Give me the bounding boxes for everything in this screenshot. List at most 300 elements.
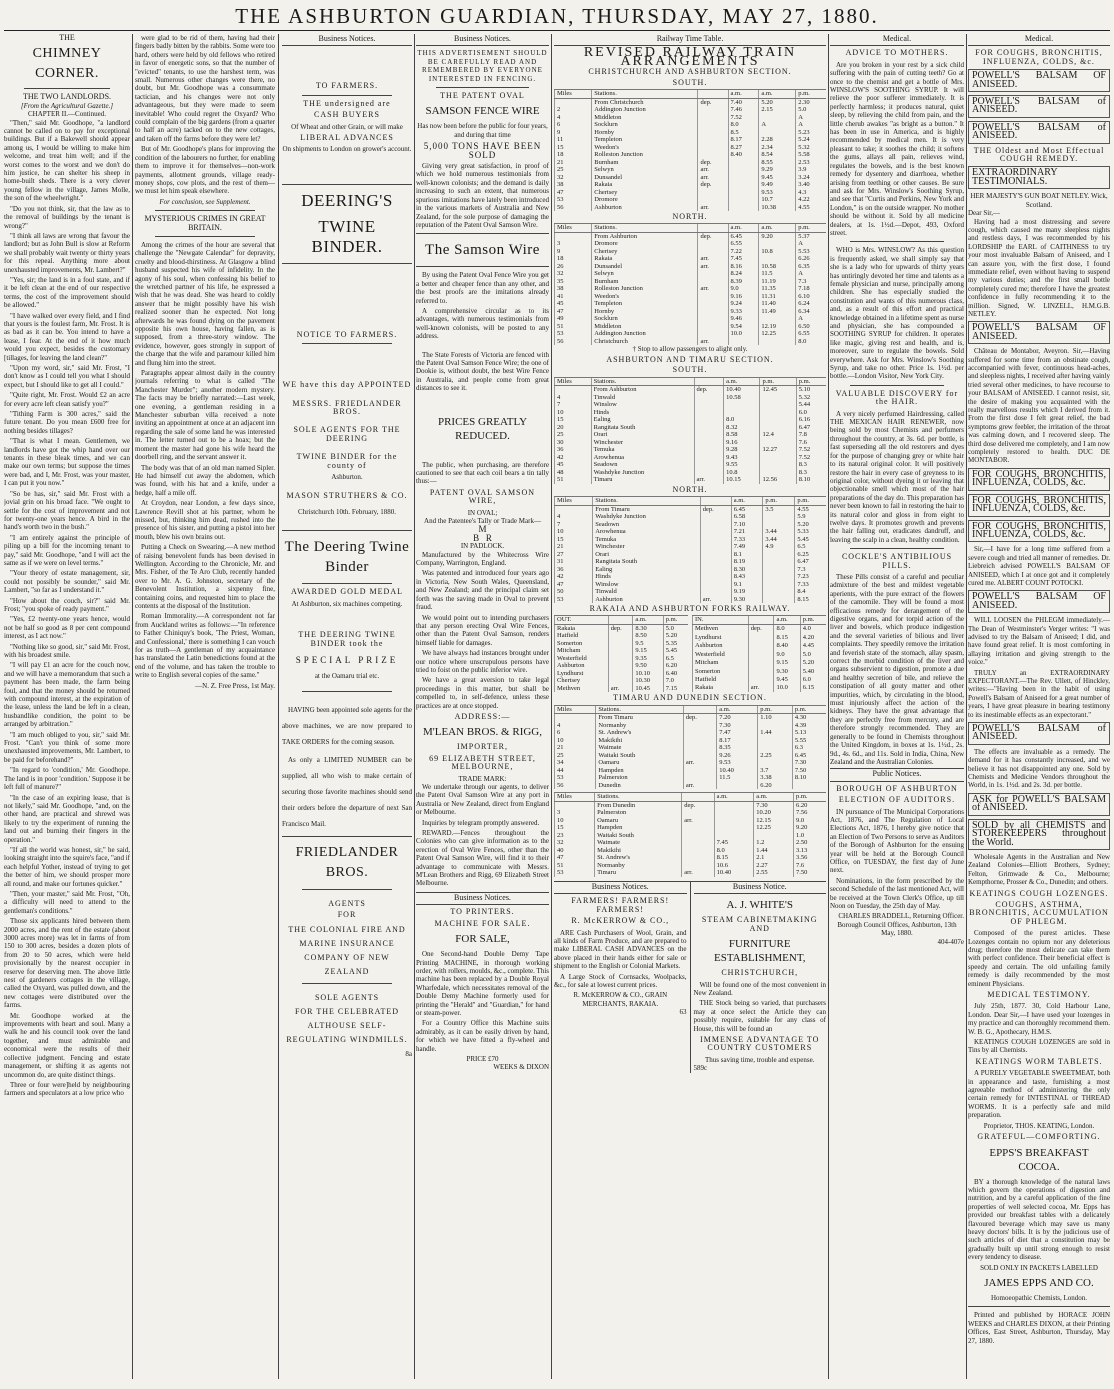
paragraph: Mr. Goodhope worked at the improvements with heart and soul. Many a walk he and his council took over the land together, and must admirable and economical were the results of their collective judgment. Fencing and estate management, or shifting it as agents not uncommon do, are quite distinct things. <box>4 1011 130 1079</box>
timetable-cell <box>748 633 774 641</box>
timetable-cell: 8.58 <box>724 431 760 439</box>
timetable-row <box>555 181 827 189</box>
timetable-cell <box>759 240 796 248</box>
worm-body: A PURELY VEGETABLE SWEETMEAT, both in appearance and taste, furnishing a most agreeable method of administering the only certain remedy for INTESTINAL or THREAD WORMS. It is a perfectly safe and mild preparation. <box>968 1069 1110 1120</box>
column-divider <box>828 34 829 1379</box>
timetable-row <box>555 624 689 632</box>
timetable-cell: 42 <box>555 454 592 462</box>
timetable-cell: Middleton <box>592 323 698 331</box>
point-out: We would point out to intending purchasers that any person erecting Oval Wire Fences, other than the Patent Oval Samson, renders himself liable for damages. <box>416 613 549 647</box>
timetable-cell: 6.24 <box>796 300 826 308</box>
timetable-cell: Middleton <box>592 114 698 122</box>
timetable-cell <box>759 338 796 346</box>
timetable-cell: 5.33 <box>795 528 826 536</box>
timetable-cell: arr. <box>698 255 728 263</box>
timetable-cell: 6.47 <box>796 424 826 432</box>
timetable-cell: 8.0 <box>728 121 759 129</box>
timetable-row <box>555 454 827 462</box>
timetable-cell: 9 <box>555 248 592 256</box>
timetable-cell: 10 <box>555 409 592 417</box>
ask-for-box: ASK for POWELL'S BALSAM of ANISEED. <box>968 793 1110 816</box>
timetable-cell: 7.40 <box>728 98 759 106</box>
timetable-cell: 8.0 <box>714 847 754 855</box>
paragraph: At Croydon, near London, a few days since, Lawrence Revill shot at his partner, whom he missed, but, thinking him dead, rushed into the presence of his sister, and putting a pistol into her mouth, blew his own brains out. <box>135 499 275 541</box>
timetable-cell: 15 <box>555 536 593 544</box>
timetable-row <box>693 676 827 684</box>
timetable-cell <box>698 278 728 286</box>
timetable-cell: 38 <box>555 285 592 293</box>
timetable-row <box>693 624 827 633</box>
winslow-body: WHO is Mrs. WINSLOW? As this question is frequently asked, we shall simply say that she is a lady who for upwards of thirty years has untiringly devoted her time and talents as a female physician and nurse, principally among children. She has especially studied the constitution and wants of this numerous class, and, as a result of this effort and practical knowledge obtained in a lifetime spent as nurse and physician, she has compounded a SOOTHING SYRUP for children. It operates like magic, giving rest and health, and is, moreover, sure to regulate the bowels. Sold everywhere. Ask for Mrs. Winslow's Soothing Syrup, and take no other. Price 1s. 1½d. per bottle.—London Visitor, New York City. <box>830 246 964 381</box>
timetable-cell: Hampden <box>596 767 683 775</box>
powell-box: POWELL'S BALSAM OF ANISEED. <box>968 321 1110 344</box>
timetable-cell: Temuka <box>593 536 700 544</box>
timetable-cell: 6.25 <box>795 551 826 559</box>
timetable-row <box>555 174 827 182</box>
to-printers: TO PRINTERS. <box>450 907 515 917</box>
paragraph: "In regard to 'condition,' Mr. Goodhope. The land is in poor 'condition.' Suppose it be left full of manure?" <box>4 766 130 792</box>
timetable-cell: 7.52 <box>728 114 759 122</box>
timetable-cell: 7.20 <box>717 714 758 722</box>
mason-struthers: MASON STRUTHERS & CO. <box>286 490 408 500</box>
timetable-cell <box>758 722 793 730</box>
timetable-cell: 47 <box>555 581 593 589</box>
timetable-cell: Templeton <box>592 300 698 308</box>
timetable-cell <box>792 782 826 790</box>
timetable-cell: 7.23 <box>795 573 826 581</box>
timetable-cell: Orari <box>593 551 700 559</box>
timetable-cell: dep. <box>683 714 716 722</box>
timetable-cell: 5.45 <box>795 536 826 544</box>
in-oval: IN OVAL; <box>467 508 498 517</box>
timetable-cell: arr. <box>682 869 714 877</box>
timetable-cell: 8.30 <box>731 566 763 574</box>
ad-number: 63 <box>679 1008 687 1017</box>
keating-body: Composed of the purest articles. These Lozenges contain no opium nor any deleterious drug; therefore the most delicate can take them with perfect confidence. Their beneficial effect is speedy and certain. The old unfailing family remedy is daily recommended by the most eminent Physicians. <box>968 929 1110 988</box>
timetable-row <box>555 263 827 271</box>
advert-warning: THIS ADVERTISEMENT SHOULD BE CAREFULLY READ AND REMEMBERED BY EVERYONE INTERESTED IN FENCING. <box>417 49 548 83</box>
timetable-cell: 38 <box>555 181 592 189</box>
timetable-cell: Oamaru <box>596 759 683 767</box>
timetable-cell: 9.30 <box>774 667 800 675</box>
timetable-cell: 32 <box>555 270 592 278</box>
by-using: By using the Patent Oval Fence Wire you get a better and cheaper fence than any other, and the best proofs are the imitations already referred to. <box>416 271 549 305</box>
timetable-cell: Waitaki South <box>596 752 683 760</box>
timetable-cell <box>763 573 795 581</box>
timetable-row <box>555 640 689 648</box>
notice-farmers: NOTICE TO FARMERS. <box>296 329 398 339</box>
keating-sub: COUGHS, ASTHMA, BRONCHITIS, ACCUMULATION OF PHLEGM. <box>969 899 1109 926</box>
timetable-row <box>555 752 827 760</box>
timetable-cell <box>608 670 633 678</box>
timetable-cell <box>698 300 728 308</box>
timetable-cell: 4.20 <box>800 633 826 641</box>
timetable-cell: Rolleston Junction <box>592 285 698 293</box>
timetable-cell: 2.15 <box>759 106 796 114</box>
story-body <box>4 119 130 1098</box>
timetable-row <box>555 308 827 316</box>
timetable-cell: Burnham <box>592 278 698 286</box>
timetable-cell: Dunsandel <box>592 263 698 271</box>
timetable-cell: From Timaru <box>596 714 683 722</box>
column-railway <box>554 34 826 1379</box>
timetable-rakaia-in: IN. a.m. p.m. Methven dep. 8.0 4.0 Lyndhurst 8.15 4.20 Ashburton 8.40 4.45 Westerfield 9.0 5.0 Mitcham 9.15 5.20 Somerton 9.30 5.40 Hatfield 9.45 6.0 Rakaia arr. 10.0 6.15 <box>692 615 826 692</box>
timetable-cell: 50 <box>555 588 593 596</box>
election-title: ELECTION OF AUDITORS. <box>838 795 956 805</box>
column-divider <box>551 34 552 1379</box>
timetable-row <box>555 330 827 338</box>
timetable-cell: 30 <box>555 439 592 447</box>
timetable-cell <box>758 759 793 767</box>
timetable-cell: 56 <box>555 782 596 790</box>
undertake: We undertake through our agents, to deliver the Patent Oval Samson Wire at any port in Australia or New Zealand, direct from England or Melbourne. <box>416 783 549 817</box>
trade-mark-2: TRADE MARK: <box>458 774 507 783</box>
timetable-cell <box>698 144 728 152</box>
timetable-cell: 4.3 <box>796 189 826 197</box>
mystery-title: MYSTERIOUS CRIMES IN GREAT BRITAIN. <box>144 214 266 232</box>
timetable-cell: 9.0 <box>728 285 759 293</box>
timetable-cell: dep. <box>748 624 774 633</box>
timetable-cell: dep. <box>698 181 728 189</box>
timetable-cell <box>555 98 592 106</box>
timetable-cell: 8.32 <box>724 424 760 432</box>
timetable-cell: 10.40 <box>714 869 754 877</box>
timetable-cell: 53 <box>555 330 592 338</box>
timetable-cell <box>555 386 592 394</box>
sold-packets: SOLD ONLY IN PACKETS LABELLED <box>980 1263 1098 1272</box>
timetable-row <box>555 536 827 544</box>
timetable-cell: A <box>796 315 826 323</box>
timetable-cell: 8.50 <box>633 632 663 640</box>
timetable-cell: Socklurn <box>592 121 698 129</box>
timetable-cell <box>700 551 731 559</box>
timetable-cell <box>698 270 728 278</box>
colonial-insurance: THE COLONIAL FIRE AND MARINE INSURANCE COMPANY OF NEW ZEALAND <box>288 924 406 976</box>
timetable-cell: dep. <box>682 801 714 809</box>
timetable-cell: 1.10 <box>758 714 793 722</box>
timetable-cell: 2.28 <box>759 136 796 144</box>
timetable-row <box>693 650 827 658</box>
paragraph: "Tithing Farm is 300 acres," said the future tenant. Do you mean £600 free for nothing besides tillages? <box>4 410 130 435</box>
timetable-cell: 7 <box>555 521 593 529</box>
timetable-cell <box>748 676 774 684</box>
timetable-cell: 11.49 <box>759 308 796 316</box>
timetable-cell: 5.0 <box>663 624 688 632</box>
timetable-cell: 11.5 <box>717 774 758 782</box>
timetable-cell: 5.44 <box>796 401 826 409</box>
timetable-cell <box>698 240 728 248</box>
timetable-cell: 36 <box>555 566 593 574</box>
patent-oval: THE PATENT OVAL <box>440 91 525 101</box>
timetable-cell: 51 <box>555 476 592 484</box>
timetable-cell: 3.44 <box>763 536 795 544</box>
timetable-cell: 9.28 <box>724 446 760 454</box>
timetable-cell: 5.53 <box>796 248 826 256</box>
north-label: NORTH. <box>672 484 708 494</box>
timetable-cell: Seadown <box>591 461 694 469</box>
messrs: MESSRS. FRIEDLANDER BROS. <box>292 398 402 417</box>
timetable-row <box>555 551 827 559</box>
timetable-south-2: Miles Stations. a.m. p.m. p.m. From Ashburton dep. 10.40 12.45 5.10 4 Tinwald 10.58 5.32 7 Winslow 5.44 10 Hinds 6.0 15 Ealing 8.0 6.16 20 Rangitata South 8.32 6.47 25 Orari 8.58 12.4 7.8 30 Winchester 9.16 7.6 36 Temuka 9.28 12.27 7.52 42 Arowhenua 9.43 7.52 45 Seadown 9.55 8.3 48 Washdyke Junction 10.8 8.3 51 Timaru arr. 10.15 12.56 8.10 <box>554 377 826 484</box>
timetable-cell: arr. <box>682 817 714 825</box>
timetable-cell: Dunsandel <box>592 174 698 182</box>
sole-agents: SOLE AGENTS FOR THE DEERING <box>293 425 401 443</box>
timetable-cell <box>760 469 796 477</box>
timetable-cell <box>728 196 759 204</box>
timetable-row <box>555 439 827 447</box>
timetable-cell <box>763 513 795 521</box>
timetable-cell: Oamaru <box>595 817 682 825</box>
timetable-cell: arr. <box>683 782 716 790</box>
timetable-cell <box>683 752 716 760</box>
timetable-cell: Chertsey <box>555 677 609 685</box>
timetable-cell <box>728 174 759 182</box>
timetable-cell: 9.0 <box>774 650 800 658</box>
timetable-cell: 9.16 <box>724 439 760 447</box>
timetable-cell: 18 <box>555 151 592 159</box>
timetable-cell: 53 <box>555 596 593 604</box>
timetable-cell: 12.25 <box>759 330 796 338</box>
timetable-row <box>555 240 827 248</box>
timetable-cell: 10.6 <box>714 862 754 870</box>
timetable-cell <box>748 659 774 667</box>
medical-testimony: MEDICAL TESTIMONY. <box>987 990 1091 999</box>
consign-line: On shipments to London on grower's account. <box>282 145 412 154</box>
timetable-row <box>555 809 827 817</box>
timetable-cell: Lyndhurst <box>555 670 609 678</box>
timetable-cell: 32 <box>555 839 595 847</box>
timetable-cell: 6.15 <box>800 684 826 692</box>
timetable-cell: 8.55 <box>759 159 796 167</box>
timetable-cell <box>608 647 633 655</box>
timetable-cell: Selwyn <box>592 166 698 174</box>
timetable-cell: 2.34 <box>759 144 796 152</box>
timetable-cell: 4.39 <box>792 722 826 730</box>
timetable-cell: 7 <box>555 401 592 409</box>
timetable-cell: 34 <box>555 759 596 767</box>
timetable-cell: From Ashburton <box>592 232 698 240</box>
timetable-row <box>555 386 827 394</box>
paragraph: The body was that of an old man named Sipler. He had himself cut away the abdomen, which was found, with his hat and a knife, under a hedge, half a mile off. <box>135 463 275 497</box>
windmills: FOR THE CELEBRATED ALTHOUSE SELF-REGULATING WINDMILLS. <box>286 1006 408 1044</box>
timetable-cell: arr. <box>748 684 774 692</box>
timetable-row <box>555 521 827 529</box>
timetable-row <box>555 278 827 286</box>
timetable-cell: Timaru <box>591 476 694 484</box>
timetable-cell: 12.56 <box>760 476 796 484</box>
trade-mark-r: R <box>485 532 492 543</box>
timetable-row <box>555 409 827 417</box>
giving-satisfaction: Giving very great satisfaction, in proof of which we hold numerous testimonials from well-known colonists; and the demand is daily increasing to such an extent, that numerous spurious imitations have lately been introduced in the various markets of Australia and New Zealand, for the sole purpose of damaging the reputation of the Patent Oval Samson Wire. <box>416 162 549 229</box>
timetable-cell: 5.20 <box>663 632 688 640</box>
timetable-cell: 10.30 <box>633 677 663 685</box>
took-the: THE DEERING TWINE BINDER took the <box>298 630 396 648</box>
timetable-cell <box>700 513 731 521</box>
samson-fence-wire: SAMSON FENCE WIRE <box>425 105 540 118</box>
timetable-cell <box>682 824 714 832</box>
timetable-cell: 8.10 <box>796 476 826 484</box>
timetable-cell: 21 <box>555 543 593 551</box>
timetable-cell: dep. <box>694 386 724 394</box>
timetable-cell <box>763 566 795 574</box>
column-divider <box>966 34 967 1379</box>
in-padlock: IN PADLOCK. <box>460 542 505 551</box>
timetable-cell: 4.22 <box>796 196 826 204</box>
timetable-cell: Ealing <box>591 416 694 424</box>
timetable-cell: Addington Junction <box>592 106 698 114</box>
timetable-row <box>555 476 827 484</box>
manufactured: Manufactured by the Whitecross Wire Company, Warrington, England. <box>416 550 549 568</box>
timetable-cell: Rolleston Junction <box>592 151 698 159</box>
trade-mark: And the Patentee's Tally or Trade Mark— <box>424 517 541 526</box>
timetable-cell: 7.45 <box>714 839 754 847</box>
timetable-cell: 9.29 <box>759 166 796 174</box>
timetable-cell <box>698 323 728 331</box>
timetable-cell: 8.5 <box>728 129 759 137</box>
timetable-cell: 10 <box>555 528 593 536</box>
timetable-cell: Waimate <box>595 839 682 847</box>
timetable-cell: Dunedin <box>596 782 683 790</box>
timetable-cell: 4.45 <box>800 642 826 650</box>
timetable-cell: 5.37 <box>796 232 826 240</box>
timetable-cell: Templeton <box>592 136 698 144</box>
timetable-cell: 9.33 <box>728 308 759 316</box>
timetable-cell: Socklurn <box>592 315 698 323</box>
timetable-cell <box>759 114 796 122</box>
medical-text: July 25th, 1877. 30, Cold Harbour Lane, London. Dear Sir,—I have used your lozenges in my practice and can thoroughly recommend them. W. B. G., Apothecary, H.M.S. <box>968 1002 1110 1036</box>
timetable-cell: dep. <box>700 505 731 513</box>
timetable-cell <box>714 832 754 840</box>
timetable-cell: Selwyn <box>592 270 698 278</box>
limited-number: As only a LIMITED NUMBER can be supplied, all who wish to make certain of securing those favorite machines should send their orders before the departure of next San Francisco Mail. <box>282 755 412 828</box>
oldest-remedy: THE Oldest and Most Effectual COUGH REMEDY. <box>973 145 1105 164</box>
masthead: THE ASHBURTON GUARDIAN, THURSDAY, MAY 27, 1880. <box>235 4 879 28</box>
inquiries: Inquiries by telegram promptly answered. <box>422 818 540 827</box>
keating-sold: KEATINGS COUGH LOZENGES are sold in Tins by all Chemists. <box>968 1038 1110 1055</box>
timetable-row <box>555 596 827 604</box>
timetable-cell: 6.20 <box>663 662 688 670</box>
worm-title: KEATINGS WORM TABLETS. <box>975 1056 1103 1066</box>
timetable-cell <box>698 293 728 301</box>
timetable-cell: dep. <box>698 98 728 106</box>
timetable-cell: 7.18 <box>796 285 826 293</box>
timetable-cell: Rakaia <box>555 624 609 632</box>
timetable-cell <box>760 401 796 409</box>
timetable-cell: A <box>759 121 796 129</box>
timetable-cell: 6.0 <box>800 676 826 684</box>
timetable-cell: 11.19 <box>759 278 796 286</box>
timetable-cell: 7.49 <box>731 543 763 551</box>
timetable-cell <box>682 862 714 870</box>
timetable-cell <box>728 189 759 197</box>
timetable-cell <box>760 409 796 417</box>
timetable-north-1: Miles Stations. a.m. a.m. p.m. From Ashburton dep. 6.45 9.20 5.37 3 Dromore 6.55 A 9 Chertsey 7.22 10.8 5.53 18 Rakaia arr. 7.45 6.26 26 Dunsandel arr. 8.16 10.58 6.35 32 Selwyn 8.24 11.5 A 35 Burnham 8.39 11.19 7.3 38 Rolleston Junction arr. 9.0 11.35 7.18 41 Weedon's 9.16 11.31 6.10 45 Templeton 9.24 11.40 6.24 47 Hornby 9.33 11.49 6.34 49 Socklurn 9.46 A 51 Middleton 9.54 12.19 6.50 53 Addington Junction 10.0 12.25 6.55 56 Christchurch arr. 8.0 <box>554 223 826 345</box>
timetable-cell: 47 <box>555 854 595 862</box>
timetable-cell: 8.43 <box>731 573 763 581</box>
timetable-row <box>555 204 827 212</box>
timetable-cell <box>760 461 796 469</box>
dear-sir: Dear Sir,— <box>968 209 1000 218</box>
paragraph: Those six applicants hired between them 2000 acres, and the rent of the estate (about 3000 acres more) was let in farms of from 150 to 300 acres, besides a dozen plots of from 20 to 50 acres, which were held provisionally by the nearest occupier in reserve for deserving men. The above little nest of gardeners cottages in the village, called the Oxyard, was pulled down, and the new cottages were distributed over the farms. <box>4 917 130 1010</box>
timetable-cell: 9 <box>555 129 592 137</box>
timetable-cell: 21 <box>555 159 592 167</box>
timetable-cell <box>760 439 796 447</box>
timetable-cell <box>763 588 795 596</box>
timetable-cell: 10.0 <box>728 330 759 338</box>
timetable-cell <box>759 255 796 263</box>
timetable-cell <box>683 774 716 782</box>
hair-body: A very nicely perfumed Hairdressing, called THE MEXICAN HAIR RENEWER, now being sold by most Chemists and perfumers throughout the country, at 3s. 6d. per bottle, is fast superseding all the old restorers and dyes for the purpose of changing grey or white hair to its natural original color. It will positively restore the hair in every case of greyness to its original color, without dyeing it or leaving that objectionable smell which most of the hair preparations of the day do. This preparation has never been known to fail in restoring the hair to its natural color and gloss in from eight to twelve days. It promotes growth and prevents the hair falling out, eradicates dandruff, and leaving the scalp in a clean, healthy condition. <box>830 409 964 544</box>
timetable-row <box>555 774 827 782</box>
samson-wire-title: The Samson Wire <box>425 242 540 259</box>
timetable-cell: 10.58 <box>759 263 796 271</box>
timetable-cell: 6.10 <box>796 293 826 301</box>
timetable-row <box>555 293 827 301</box>
timetable-cell: 8.16 <box>728 263 759 271</box>
timetable-cell: arr. <box>700 596 731 604</box>
paragraph: Putting a Check on Swearing.—A new method of raising benevolent funds has been devised in Wellington. According to the Chronicle, Mr. and Mrs. Fisher, of the Te Aro Club, recently handed over to Mr. A. G. Johnston, secretary of the Benevolent Institution, a sixpenny fine, containing coins, and requested him to place the contents at the disposal of the Institution. <box>135 543 275 610</box>
paragraph: "Quite right, Mr. Frost. Would £2 an acre for every acre left clean satisfy you?" <box>4 391 130 408</box>
timetable-cell: Normanby <box>595 862 682 870</box>
timetable-cell: Ealing <box>593 566 700 574</box>
timetable-cell: 8.30 <box>633 624 663 632</box>
timetable-cell: arr. <box>698 174 728 182</box>
timetable-cell: 5.35 <box>663 640 688 648</box>
timetable-row <box>555 446 827 454</box>
timetable-cell: 4.9 <box>763 543 795 551</box>
timetable-row <box>555 196 827 204</box>
stop-note: † Stop to allow passengers to alight only. <box>632 345 748 354</box>
paragraph: "Yes, £2 twenty-one years hence, would not be half so good as 8 per cent compound interest, as I act now." <box>4 615 130 641</box>
timetable-cell: Ashburton <box>693 642 749 650</box>
timetable-cell <box>682 832 714 840</box>
timetable-cell <box>694 394 724 402</box>
cockle-body: These Pills consist of a careful and peculiar admixture of the best and mildest vegetable aperients, with the pure extract of the flowers of the camomile. They will be found a most efficacious remedy for derangement of the digestive organs, and for torpid action of the liver and bowels, which produce indigestion and the several varieties of bilious and liver complaints. They speedily remove the irritation and feverish state of the stomach, allay spasm, correct the morbid condition of the liver and organs subservient to digestion, promote a due and healthy secretion of bile, and relieve the constipation of all gouty matter and other impurities, which, by circulating in the blood, must injuriously affect the action of the kidneys. They have the great advantage that they are perfectly free from mercury, and are therefore strongly recommended. They are generally to be found in Chemists throughout the United Kingdom, in boxes at 1s. 1½d., 2s. 9d., 4s. 6d., and 11s. Sold in India, China, New Zealand and the Australian Colonies. <box>830 572 964 766</box>
proprietor: Proprietor, THOS. KEATING, London. <box>983 1121 1095 1130</box>
timetable-cell: 10.40 <box>717 767 758 775</box>
timetable-cell <box>760 424 796 432</box>
timetable-cell: A <box>796 270 826 278</box>
timetable-cell: Palmerston <box>596 774 683 782</box>
timetable-cell: Hatfield <box>555 632 609 640</box>
machine-desc: One Second-hand Double Demy Tape Printing MACHINE, in thorough working order, with rollers, moulds, &c., complete. This machine has been replaced by a Double Royal Wharfedale, which necessitates removal of the Double Demy Machine formerly used for printing the "Herald" and "Guardian," for hand or steam-power. <box>416 950 549 1017</box>
timetable-cell: 27 <box>555 551 593 559</box>
timetable-cell: 9.30 <box>731 596 763 604</box>
weeks-dixon: WEEKS & DIXON <box>493 1063 549 1072</box>
timetable-row <box>693 667 827 675</box>
timetable-cell: 45 <box>555 461 592 469</box>
timetable-cell <box>759 315 796 323</box>
paragraph: Among the crimes of the hour are several that challenge the "Newgate Calendar" for depravity, cruelty and blood-thirstiness. At Glasgow a blind husband suspected his wife of infidelity. In the agony of his soul, when confessing his belief to the wretched partner of his life, he expressed a wish that he was dead. She was heard to coldly answer that he might possibly have his wish realized sooner than he expected. Not long afterwards he was found dying on the pavement opposite his own house, having fallen, as is supposed, from a three-story window. The evidence, however, goes strongly in support of the charge that the wife and paramour killed him and flung him into the street. <box>135 240 275 367</box>
column-business-notices-b <box>416 34 549 1379</box>
timetable-row <box>555 824 827 832</box>
keating-title: KEATINGS COUGH LOZENGES. <box>969 888 1109 898</box>
timetable-row <box>555 632 689 640</box>
timetable-cell: 3.44 <box>763 528 795 536</box>
timetable-cell: 10.40 <box>724 386 760 394</box>
price: PRICE £70 <box>466 1054 499 1063</box>
homoeo: Homoeopathic Chemists, London. <box>990 1293 1088 1302</box>
timetable-cell <box>682 854 714 862</box>
timetable-cell <box>700 521 731 529</box>
timetable-cell: 26 <box>555 263 592 271</box>
timetable-cell: 6.20 <box>758 782 793 790</box>
will-be: Will be found one of the most convenient in New Zealand. <box>693 980 826 997</box>
timetable-cell: 6.35 <box>796 263 826 271</box>
column-business-notices-a <box>282 34 412 1379</box>
timetable-cell: 6 <box>555 121 592 129</box>
timetable-cell: Timaru <box>595 869 682 877</box>
